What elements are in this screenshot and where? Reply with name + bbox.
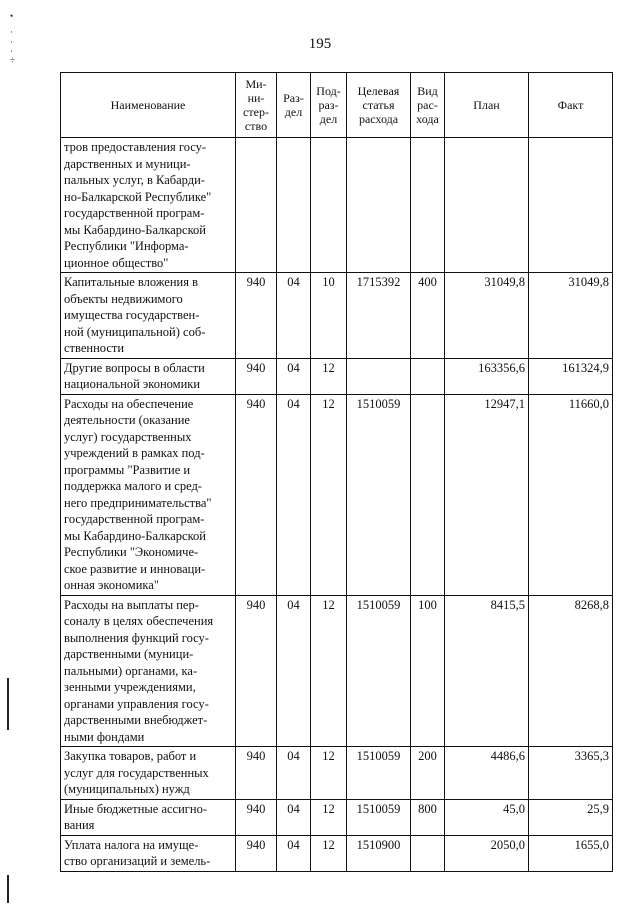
cell-plan	[445, 138, 529, 273]
cell-plan: 12947,1	[445, 394, 529, 595]
table-row	[61, 138, 613, 273]
margin-mark: •	[10, 11, 14, 21]
cell-expense-type: 100	[411, 595, 445, 747]
cell-ministry: 940	[236, 595, 277, 747]
header-row	[61, 73, 613, 138]
cell-name: Расходы на обеспечение деятельности (оказание услуг) государственных учреждений в рамках под- программы "Развитие и поддержка малого и сред- него предпринимательства" государственной програм- мы Кабардино-Балкарской Республики "Экономиче- ское развитие и инноваци- онная экономика"	[61, 394, 236, 595]
cell-fact: 1655,0	[529, 835, 613, 871]
cell-ministry: 940	[236, 358, 277, 394]
cell-subsection: 12	[311, 799, 347, 835]
budget-table	[60, 72, 613, 872]
cell-ministry: 940	[236, 273, 277, 359]
header-subsection: Под- раз- дел	[311, 73, 347, 138]
page-number: 195	[308, 36, 332, 52]
cell-section: 04	[277, 747, 311, 800]
header-expense-type: Вид рас- хода	[411, 73, 445, 138]
table-row	[61, 595, 613, 747]
cell-subsection: 12	[311, 358, 347, 394]
cell-fact: 11660,0	[529, 394, 613, 595]
cell-name: Расходы на выплаты пер- соналу в целях обеспечения выполнения функций госу- дарственными (муници- пальными) органами, ка- зенными учреждениями, органами управления госу- дарственными внебюджет- ными фондами	[61, 595, 236, 747]
cell-expense-type: 400	[411, 273, 445, 359]
cell-name: Другие вопросы в области национальной экономики	[61, 358, 236, 394]
cell-fact: 25,9	[529, 799, 613, 835]
cell-subsection: 12	[311, 835, 347, 871]
margin-mark: ·	[10, 37, 13, 47]
table-row	[61, 394, 613, 595]
margin-mark: ·	[10, 27, 13, 37]
cell-plan: 8415,5	[445, 595, 529, 747]
header-plan: План	[445, 73, 529, 138]
cell-expense-type: 200	[411, 747, 445, 800]
cell-section: 04	[277, 835, 311, 871]
cell-plan: 4486,6	[445, 747, 529, 800]
header-section: Раз- дел	[277, 73, 311, 138]
cell-plan: 2050,0	[445, 835, 529, 871]
cell-subsection: 12	[311, 595, 347, 747]
cell-plan: 45,0	[445, 799, 529, 835]
cell-fact: 161324,9	[529, 358, 613, 394]
cell-name: Иные бюджетные ассигно- вания	[61, 799, 236, 835]
cell-subsection: 12	[311, 394, 347, 595]
cell-fact: 3365,3	[529, 747, 613, 800]
cell-subsection	[311, 138, 347, 273]
cell-name: Закупка товаров, работ и услуг для государственных (муниципальных) нужд	[61, 747, 236, 800]
cell-section	[277, 138, 311, 273]
header-name: Наименование	[61, 73, 236, 138]
table-row	[61, 273, 613, 359]
cell-ministry	[236, 138, 277, 273]
cell-section: 04	[277, 273, 311, 359]
header-target-item: Целевая статья расхода	[347, 73, 411, 138]
cell-section: 04	[277, 595, 311, 747]
cell-expense-type	[411, 394, 445, 595]
margin-line	[7, 875, 9, 903]
cell-expense-type: 800	[411, 799, 445, 835]
margin-line	[7, 678, 9, 730]
cell-target-item: 1510059	[347, 747, 411, 800]
header-ministry: Ми- ни- стер- ство	[236, 73, 277, 138]
cell-ministry: 940	[236, 394, 277, 595]
cell-target-item: 1715392	[347, 273, 411, 359]
cell-expense-type	[411, 835, 445, 871]
cell-name: тров предоставления госу- дарственных и муници- пальных услуг, в Кабарди- но-Балкарской Республике" государственной програм- мы Кабардино-Балкарской Республики "Информа- ционное общество"	[61, 138, 236, 273]
cell-target-item	[347, 358, 411, 394]
cell-plan: 163356,6	[445, 358, 529, 394]
table-row	[61, 747, 613, 800]
table-body	[61, 138, 613, 872]
table-row	[61, 799, 613, 835]
cell-expense-type	[411, 138, 445, 273]
cell-subsection: 12	[311, 747, 347, 800]
cell-target-item: 1510059	[347, 595, 411, 747]
cell-name: Капитальные вложения в объекты недвижимого имущества государствен- ной (муниципальной) соб- ственности	[61, 273, 236, 359]
margin-mark: ·	[10, 46, 13, 56]
cell-expense-type	[411, 358, 445, 394]
cell-target-item: 1510059	[347, 394, 411, 595]
table-row	[61, 835, 613, 871]
cell-fact: 31049,8	[529, 273, 613, 359]
cell-target-item	[347, 138, 411, 273]
cell-section: 04	[277, 799, 311, 835]
table-row	[61, 358, 613, 394]
cell-fact: 8268,8	[529, 595, 613, 747]
cell-section: 04	[277, 358, 311, 394]
cell-section: 04	[277, 394, 311, 595]
header-fact: Факт	[529, 73, 613, 138]
cell-plan: 31049,8	[445, 273, 529, 359]
cell-subsection: 10	[311, 273, 347, 359]
cell-ministry: 940	[236, 747, 277, 800]
cell-ministry: 940	[236, 799, 277, 835]
cell-target-item: 1510059	[347, 799, 411, 835]
cell-target-item: 1510900	[347, 835, 411, 871]
cell-name: Уплата налога на имуще- ство организаций и земель-	[61, 835, 236, 871]
margin-mark: ÷	[10, 55, 15, 65]
cell-fact	[529, 138, 613, 273]
cell-ministry: 940	[236, 835, 277, 871]
